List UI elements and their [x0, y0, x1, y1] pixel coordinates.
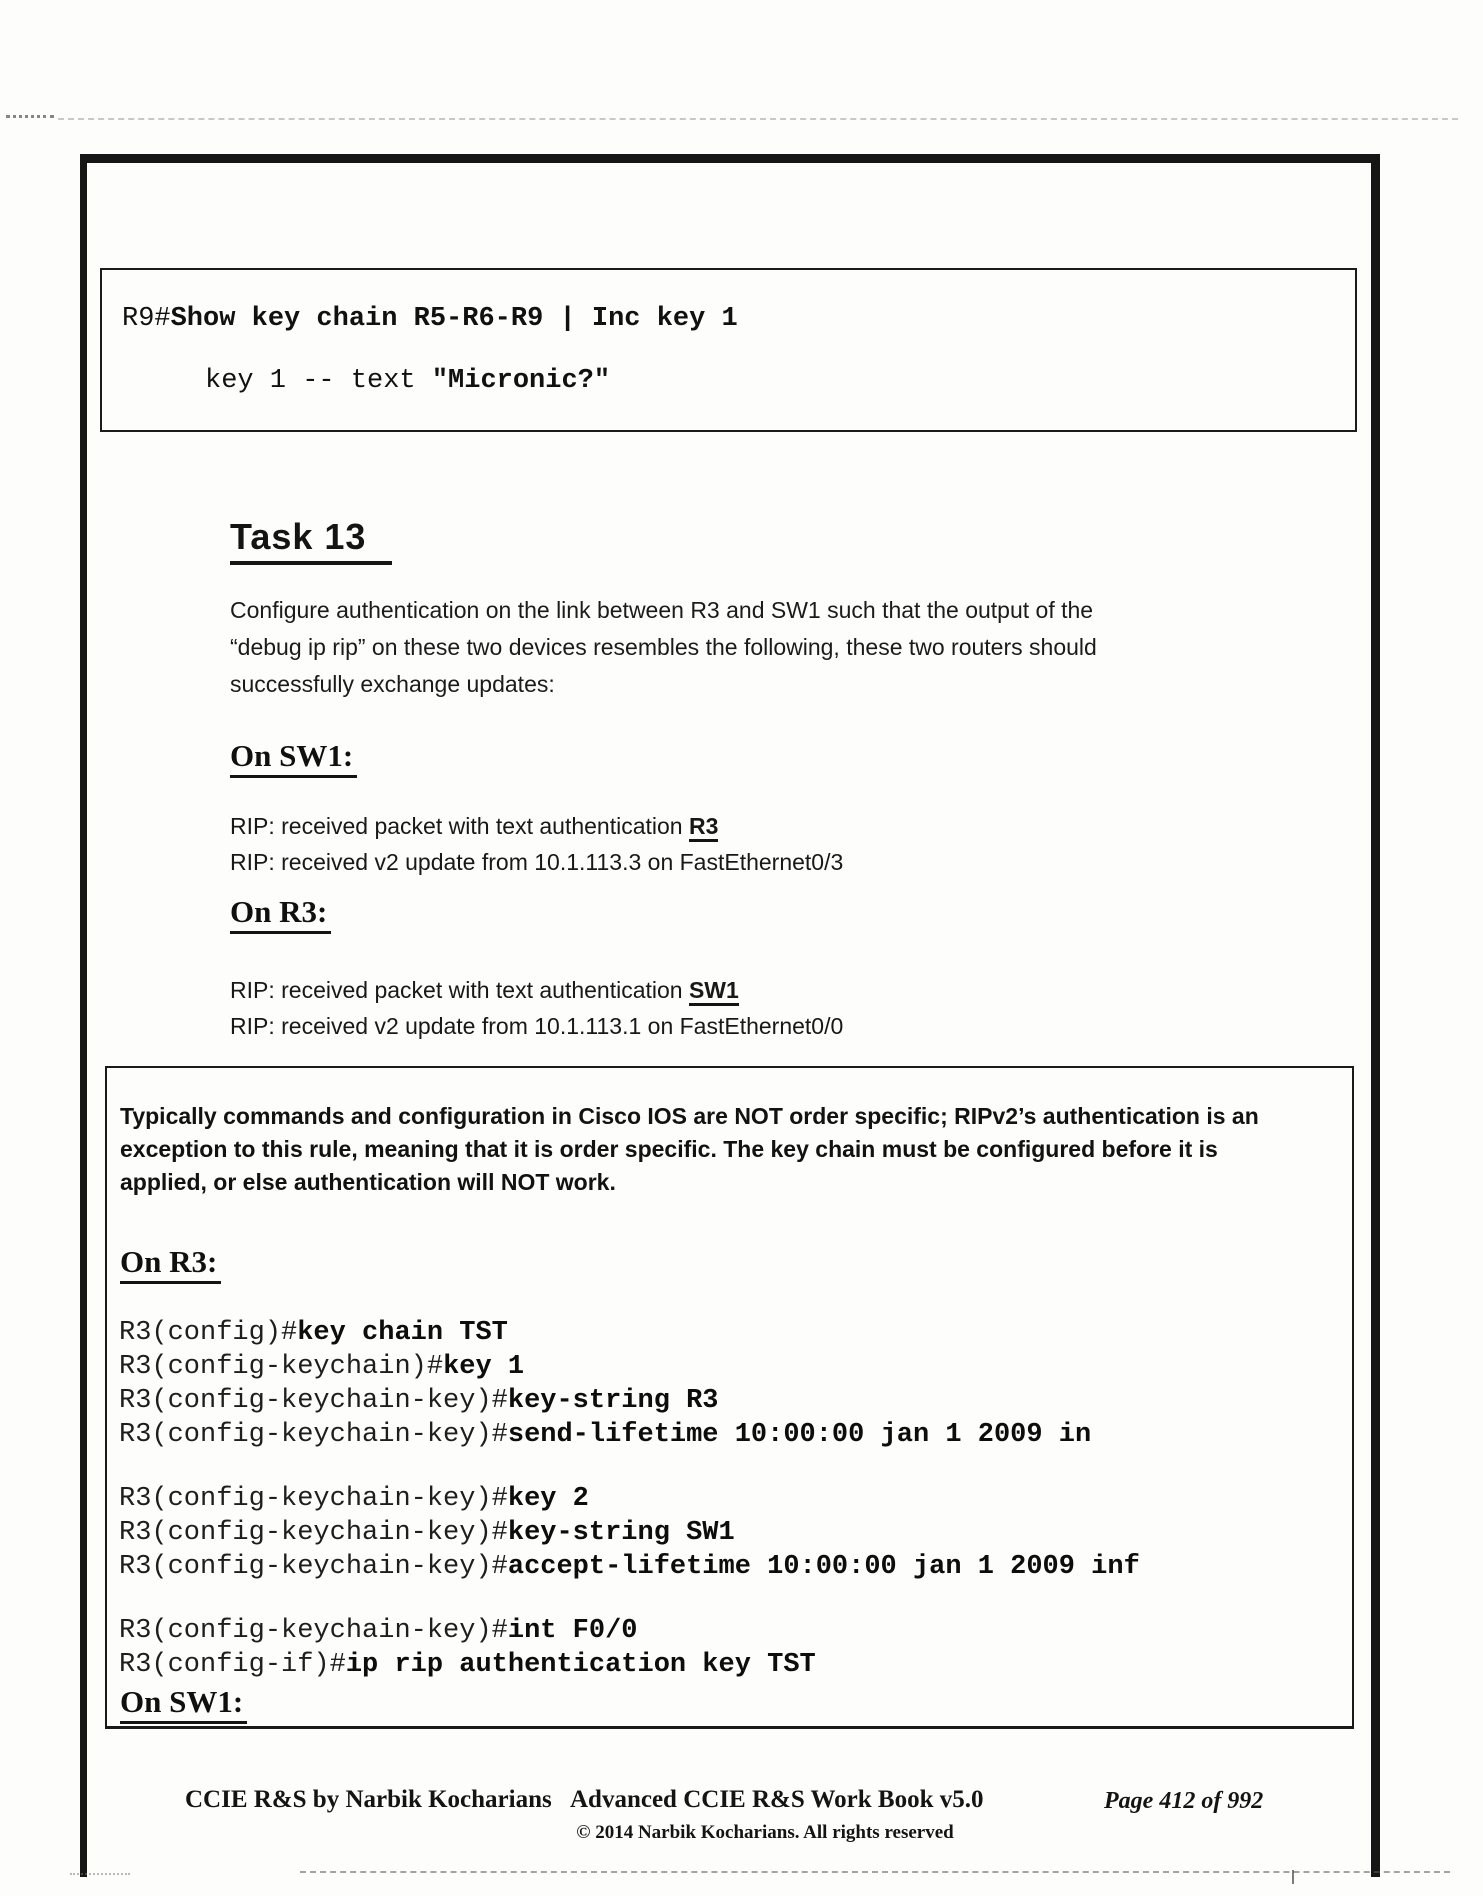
cli-output-text: key 1 -- text: [205, 366, 432, 396]
text-line: “debug ip rip” on these two devices resembles the following, these two routers should: [230, 634, 1097, 660]
text-line: Configure authentication on the link between R3 and SW1 such that the output of the: [230, 597, 1094, 623]
footer-book-title: Advanced CCIE R&S Work Book v5.0: [570, 1786, 984, 1813]
cli-command: key chain TST: [297, 1318, 508, 1348]
scan-artifact-top-line: [58, 118, 1458, 120]
cli-prompt: R3(config-if)#: [119, 1650, 346, 1680]
section-heading-on-r3: On R3:: [230, 894, 331, 934]
scan-artifact-top-left-marks: [6, 115, 54, 118]
cli-command: Show key chain R5-R6-R9 | Inc key 1: [170, 304, 738, 334]
cli-command: accept-lifetime 10:00:00 jan 1 2009 inf: [507, 1552, 1140, 1582]
rip-auth-prefix: RIP: received packet with text authentication: [230, 977, 689, 1003]
rip-debug-output-r3: [230, 972, 843, 1044]
solution-note-box: [105, 1066, 1354, 1729]
cli-command-line: [122, 304, 738, 334]
cli-prompt: R3(config-keychain-key)#: [119, 1552, 508, 1582]
config-line: [119, 1516, 1140, 1550]
task-title: Task 13: [230, 516, 392, 565]
config-line: [119, 1316, 1140, 1350]
cli-output-line: [205, 366, 610, 396]
rip-auth-prefix: RIP: received packet with text authentication: [230, 813, 689, 839]
terminal-output-box: [100, 268, 1357, 432]
config-group: [119, 1316, 1140, 1452]
cli-prompt: R3(config-keychain-key)#: [119, 1386, 508, 1416]
config-line: [119, 1614, 1140, 1648]
rip-auth-line: [230, 808, 843, 844]
config-line: [119, 1350, 1140, 1384]
config-line: [119, 1550, 1140, 1584]
footer-author: CCIE R&S by Narbik Kocharians: [185, 1786, 552, 1813]
rip-auth-line: [230, 972, 843, 1008]
config-line: [119, 1648, 1140, 1682]
rip-debug-output-sw1: [230, 808, 843, 880]
config-heading-on-sw1: On SW1:: [120, 1684, 247, 1724]
cli-command: ip rip authentication key TST: [345, 1650, 816, 1680]
footer-copyright: © 2014 Narbik Kocharians. All rights reserved: [576, 1822, 954, 1843]
cli-prompt: R3(config)#: [119, 1318, 298, 1348]
cli-prompt: R3(config-keychain-key)#: [119, 1616, 508, 1646]
cli-command: key 2: [507, 1484, 589, 1514]
config-line: [119, 1384, 1140, 1418]
text-line: successfully exchange updates:: [230, 671, 555, 697]
cli-command: key-string SW1: [507, 1518, 735, 1548]
config-group: [119, 1482, 1140, 1584]
cli-command: int F0/0: [507, 1616, 638, 1646]
config-block: [119, 1316, 1140, 1712]
text-line: applied, or else authentication will NOT work.: [120, 1169, 616, 1195]
config-line: [119, 1418, 1140, 1452]
rip-auth-key: R3: [689, 813, 718, 842]
cli-output-keystring: "Micronic?": [431, 366, 611, 396]
footer-page-number: Page 412 of 992: [1104, 1788, 1264, 1814]
rip-auth-key: SW1: [689, 977, 739, 1006]
cli-prompt: R3(config-keychain-key)#: [119, 1518, 508, 1548]
config-group: [119, 1614, 1140, 1682]
task-description: [230, 592, 1097, 703]
rip-update-line: RIP: received v2 update from 10.1.113.3 on FastEthernet0/3: [230, 849, 844, 875]
rip-update-line: RIP: received v2 update from 10.1.113.1 on FastEthernet0/0: [230, 1013, 844, 1039]
cli-command: send-lifetime 10:00:00 jan 1 2009 in: [507, 1420, 1092, 1450]
config-heading-on-r3: On R3:: [120, 1244, 221, 1284]
scan-artifact-bottom-line: [300, 1871, 1450, 1873]
scan-artifact-bottom-left: [70, 1873, 130, 1875]
scan-artifact-tick: [1292, 1870, 1294, 1884]
section-heading-on-sw1: On SW1:: [230, 738, 357, 778]
text-line: Typically commands and configuration in Cisco IOS are NOT order specific; RIPv2’s authentication is an: [120, 1103, 1259, 1129]
cli-prompt: R3(config-keychain-key)#: [119, 1420, 508, 1450]
config-line: [119, 1482, 1140, 1516]
text-line: exception to this rule, meaning that it is order specific. The key chain must be configured before it is: [120, 1136, 1218, 1162]
cli-prompt: R3(config-keychain-key)#: [119, 1484, 508, 1514]
cli-prompt: R3(config-keychain)#: [119, 1352, 444, 1382]
note-text: [120, 1100, 1259, 1199]
cli-prompt: R9#: [122, 304, 171, 334]
cli-command: key-string R3: [507, 1386, 719, 1416]
cli-command: key 1: [443, 1352, 525, 1382]
